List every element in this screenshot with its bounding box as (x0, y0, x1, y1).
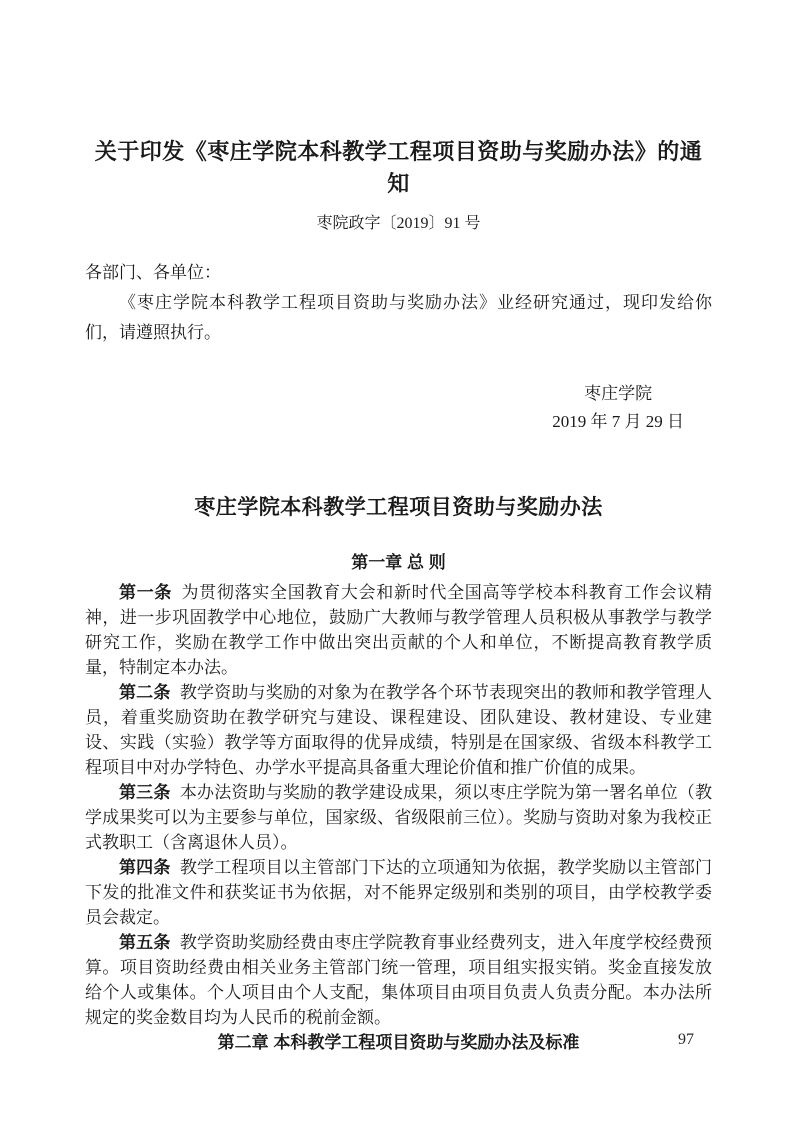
article-4-label: 第四条 (119, 858, 171, 877)
article-paragraph-2 (85, 680, 712, 780)
salutation: 各部门、各单位： (85, 263, 221, 282)
signature-date: 2019 年 7 月 29 日 (552, 412, 684, 431)
notice-body-paragraph: 《枣庄学院本科教学工程项目资助与奖励办法》业经研究通过，现印发给你们，请遵照执行。 (85, 293, 712, 342)
article-5-label: 第五条 (119, 933, 171, 952)
article-1-text: 为贯彻落实全国教育大会和新时代全国高等学校本科教育工作会议精神，进一步巩固教学中心地位，鼓励广大教师与教学管理人员积极从事教学与教学研究工作，奖励在教学工作中做出突出贡献的个人和单位，不断提高教育教学质量，特制定本办法。 (85, 583, 712, 677)
article-5-text: 教学资助奖励经费由枣庄学院教育事业经费列支，进入年度学校经费预算。项目资助经费由相关业务主管部门统一管理，项目组实报实销。奖金直接发放给个人或集体。个人项目由个人支配，集体项目由项目负责人负责分配。本办法所规定的奖金数目均为人民币的税前金额。 (85, 933, 713, 1027)
article-paragraph-1 (85, 580, 712, 680)
article-paragraph-5 (85, 930, 712, 1030)
signature-name: 枣庄学院 (584, 384, 653, 403)
notice-title: 关于印发《枣庄学院本科教学工程项目资助与奖励办法》的通知 (94, 139, 703, 196)
signature-block (552, 380, 684, 436)
article-3-text: 本办法资助与奖励的教学建设成果，须以枣庄学院为第一署名单位（教学成果奖可以为主要参与单位，国家级、省级限前三位）。奖励与资助对象为我校正式教职工（含离退休人员）。 (85, 783, 713, 852)
article-1-label: 第一条 (119, 583, 173, 602)
chapter-2-heading: 第二章 本科教学工程项目资助与奖励办法及标准 (217, 1033, 580, 1052)
regulation-title: 枣庄学院本科教学工程项目资助与奖励办法 (194, 495, 603, 519)
chapter-1-heading: 第一章 总 则 (351, 553, 446, 572)
article-3-label: 第三条 (119, 783, 171, 802)
article-2-label: 第二条 (119, 683, 171, 702)
page-number: 97 (678, 1031, 694, 1048)
article-2-text: 教学资助与奖励的对象为在教学各个环节表现突出的教师和教学管理人员，着重奖励资助在教学研究与建设、课程建设、团队建设、教材建设、专业建设、实践（实验）教学等方面取得的优异成绩，特别是在国家级、省级本科教学工程项目中对办学特色、办学水平提高具备重大理论价值和推广价值的成果。 (85, 683, 713, 777)
article-paragraph-3 (85, 780, 712, 855)
article-paragraph-4 (85, 855, 712, 930)
doc-number: 枣院政字〔2019〕91 号 (316, 215, 481, 232)
articles-section (85, 580, 712, 1030)
article-4-text: 教学工程项目以主管部门下达的立项通知为依据，教学奖励以主管部门下发的批准文件和获奖证书为依据，对不能界定级别和类别的项目，由学校教学委员会裁定。 (85, 858, 713, 927)
